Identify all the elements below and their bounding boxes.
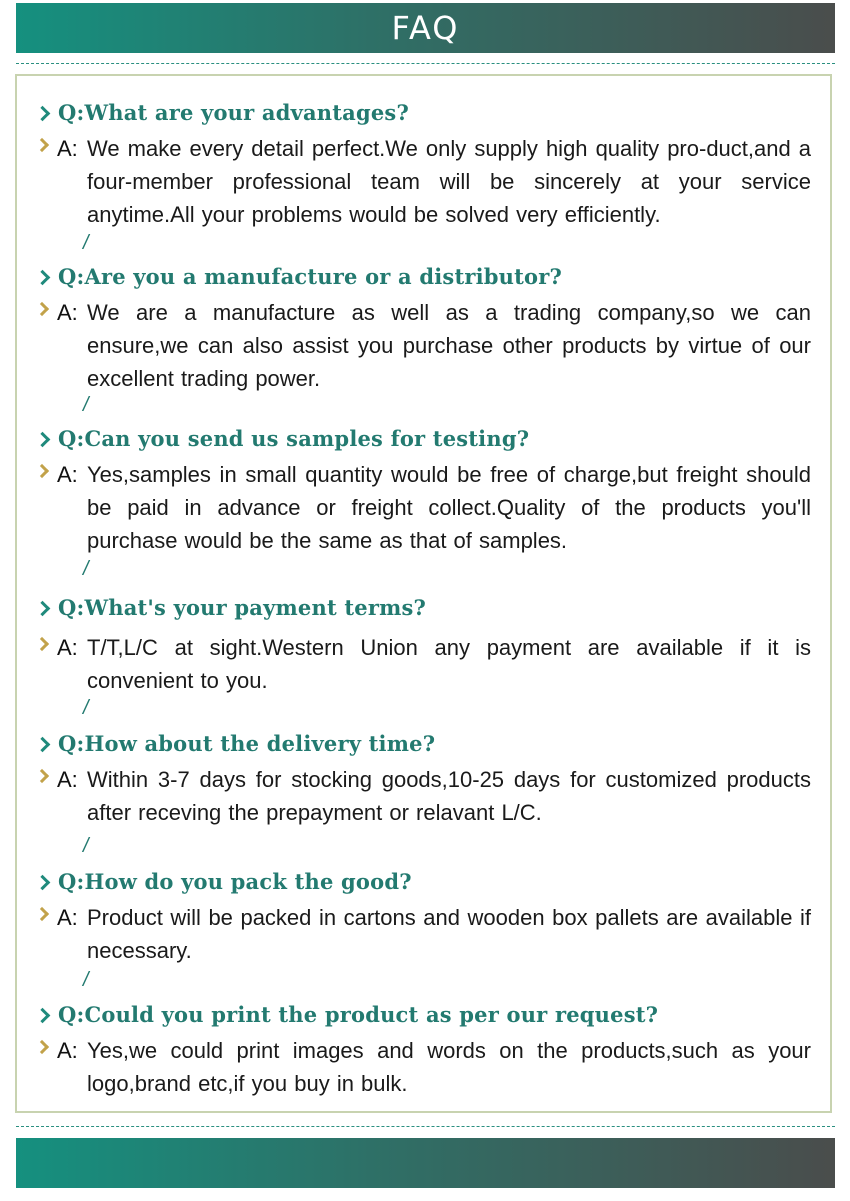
faq-question-row	[37, 591, 426, 623]
faq-question: Q:Can you send us samples for testing?	[58, 425, 530, 451]
faq-answer: T/T,L/C at sight.Western Union any payment are available if it is convenient to you.	[87, 635, 811, 693]
faq-answer: Yes,we could print images and words on the products,such as your logo,brand etc,if you buy in bulk.	[87, 1038, 811, 1096]
answer-label: A:	[57, 905, 78, 930]
faq-answer: Within 3-7 days for stocking goods,10-25 days for customized products after receving the prepayment or relavant L/C.	[87, 767, 811, 825]
faq-answer: We make every detail perfect.We only supply high quality pro-duct,and a four-member professional team will be sincerely at your service anytime.All your problems would be solved very efficiently.	[87, 136, 811, 227]
faq-question: Q:What's your payment terms?	[58, 594, 427, 620]
faq-separator: /	[83, 835, 89, 857]
faq-question-row	[37, 422, 529, 454]
chevron-right-icon	[35, 1007, 51, 1023]
chevron-right-icon	[35, 105, 51, 121]
answer-label: A:	[57, 136, 78, 161]
chevron-right-icon	[35, 1040, 49, 1054]
chevron-right-icon	[35, 637, 49, 651]
faq-answer: Product will be packed in cartons and wooden box pallets are available if necessary.	[87, 905, 811, 963]
chevron-right-icon	[35, 907, 49, 921]
faq-question: Q:How do you pack the good?	[58, 868, 412, 894]
answer-label: A:	[57, 300, 78, 325]
faq-separator: /	[83, 697, 89, 719]
faq-question: Q:What are your advantages?	[58, 99, 409, 125]
faq-separator: /	[83, 969, 89, 991]
header-banner	[16, 3, 835, 53]
answer-label: A:	[57, 767, 78, 792]
top-divider	[16, 63, 835, 64]
chevron-right-icon	[35, 269, 51, 285]
faq-container	[15, 74, 832, 1113]
faq-question-row	[37, 727, 435, 759]
footer-banner	[16, 1138, 835, 1188]
chevron-right-icon	[35, 874, 51, 890]
bottom-divider	[16, 1126, 835, 1127]
faq-question-row	[37, 865, 412, 897]
chevron-right-icon	[35, 431, 51, 447]
faq-question-row	[37, 998, 658, 1030]
answer-label: A:	[57, 635, 78, 660]
chevron-right-icon	[35, 464, 49, 478]
chevron-right-icon	[35, 736, 51, 752]
faq-separator: /	[83, 558, 89, 580]
page-title: FAQ	[391, 9, 460, 47]
chevron-right-icon	[35, 302, 49, 316]
faq-separator: /	[83, 394, 89, 416]
faq-separator: /	[83, 232, 89, 254]
faq-question-row	[37, 260, 562, 292]
faq-question: Q:Are you a manufacture or a distributor?	[58, 263, 563, 289]
faq-question-row	[37, 96, 409, 128]
faq-answer: We are a manufacture as well as a trading company,so we can ensure,we can also assist you purchase other products by virtue of our excellent trading power.	[87, 300, 811, 391]
faq-answer: Yes,samples in small quantity would be free of charge,but freight should be paid in advance or freight collect.Quality of the products you'll purchase would be the same as that of samples.	[87, 462, 811, 553]
answer-label: A:	[57, 1038, 78, 1063]
chevron-right-icon	[35, 769, 49, 783]
answer-label: A:	[57, 462, 78, 487]
faq-question: Q:How about the delivery time?	[58, 730, 436, 756]
chevron-right-icon	[35, 138, 49, 152]
chevron-right-icon	[35, 600, 51, 616]
faq-question: Q:Could you print the product as per our request?	[58, 1001, 659, 1027]
